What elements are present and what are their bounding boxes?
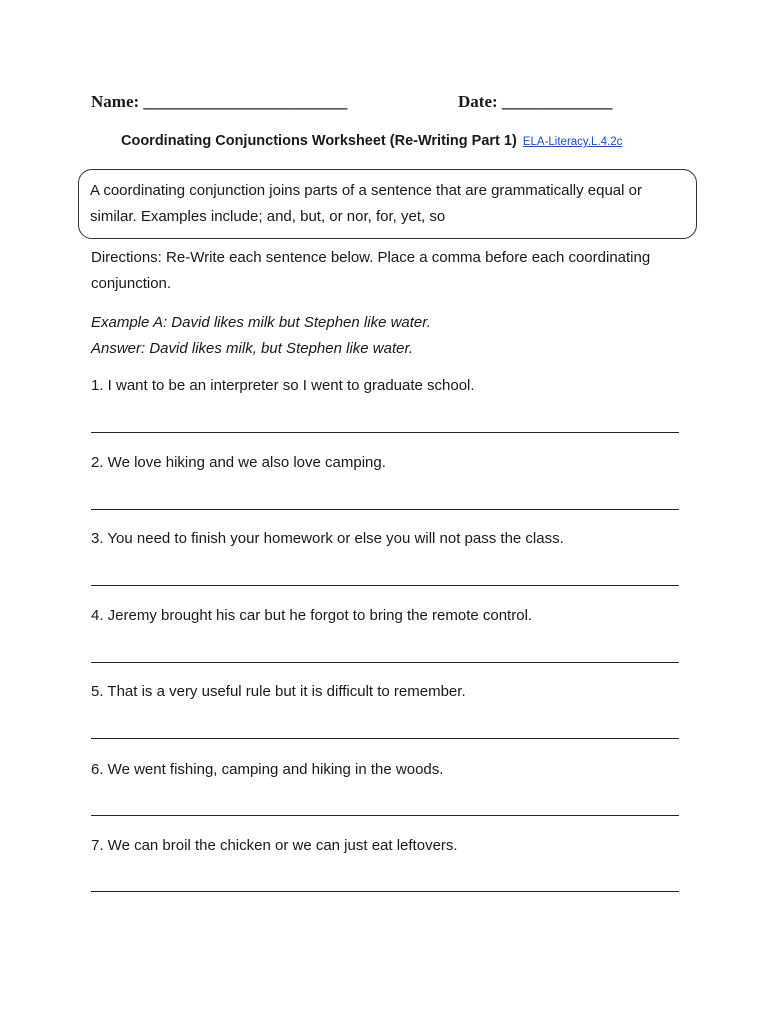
question-4: 4. Jeremy brought his car but he forgot to bring the remote control. <box>91 607 533 624</box>
question-2: 2. We love hiking and we also love camping. <box>91 454 386 471</box>
answer-line-2[interactable] <box>91 509 679 510</box>
example-answer: Answer: David likes milk, but Stephen like water. <box>91 340 414 357</box>
example-sentence: Example A: David likes milk but Stephen like water. <box>91 314 431 331</box>
answer-line-1[interactable] <box>91 432 679 433</box>
answer-line-4[interactable] <box>91 662 679 663</box>
question-6: 6. We went fishing, camping and hiking in the woods. <box>91 761 444 778</box>
definition-box: A coordinating conjunction joins parts of a sentence that are grammatically equal or similar. Examples include; and, but, or nor, for, yet, so <box>78 169 697 239</box>
question-1: 1. I want to be an interpreter so I went to graduate school. <box>91 377 475 394</box>
standard-link[interactable]: ELA-Literacy.L.4.2c <box>522 136 623 148</box>
title-text: Coordinating Conjunctions Worksheet (Re-Writing Part 1) <box>121 133 517 149</box>
example-block <box>91 310 691 362</box>
name-date-row <box>91 92 651 116</box>
answer-line-3[interactable] <box>91 585 679 586</box>
answer-line-7[interactable] <box>91 891 679 892</box>
worksheet-title <box>121 133 721 149</box>
answer-line-6[interactable] <box>91 815 679 816</box>
answer-line-5[interactable] <box>91 738 679 739</box>
question-5: 5. That is a very useful rule but it is difficult to remember. <box>91 683 466 700</box>
question-7: 7. We can broil the chicken or we can just eat leftovers. <box>91 837 458 854</box>
name-field: Name: ________________________ <box>91 92 348 111</box>
directions-text: Directions: Re-Write each sentence below. Place a comma before each coordinating conjunction. <box>91 249 651 292</box>
date-field: Date: _____________ <box>458 92 613 111</box>
question-3: 3. You need to finish your homework or else you will not pass the class. <box>91 530 564 547</box>
